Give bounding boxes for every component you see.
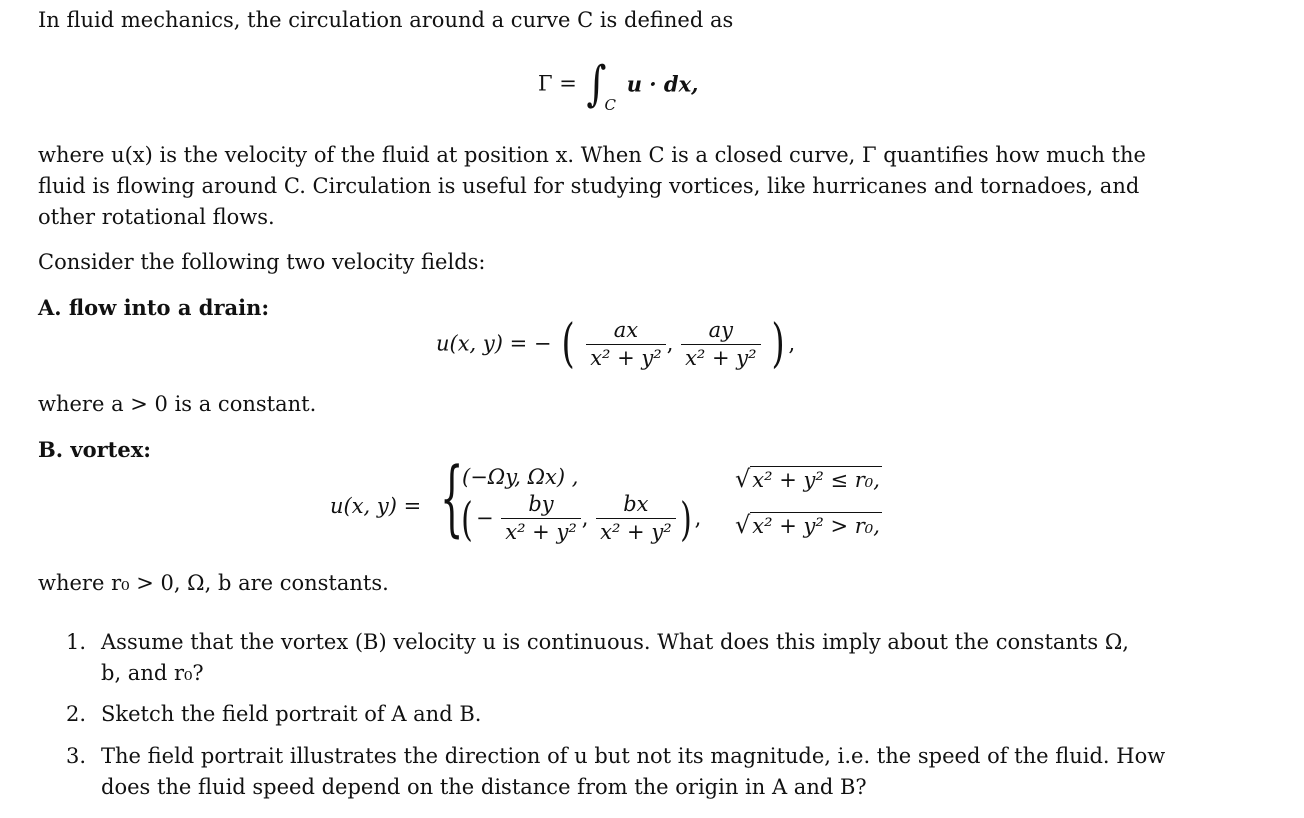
field-b-case-2: ( − $\frac{by}{\text{x² + y²}}$ , $\frac{bx}{\text{x² + y²}}$ ) , [461, 491, 702, 546]
field-a-frac-1-den: x² + y² [586, 344, 666, 369]
field-a-heading-text: A. flow into a drain: [38, 295, 270, 320]
field-a-trailing: , [788, 331, 796, 356]
question-1-text [101, 627, 1201, 689]
integral-subscript: C [604, 95, 617, 114]
definition-line-1-text: where u(x) is the velocity of the fluid at position x. When C is a closed curve, Γ quantifies how much the [38, 143, 1146, 167]
intro-paragraph [38, 5, 1208, 36]
field-b-note-text: where r₀ > 0, Ω, b are constants. [38, 571, 389, 595]
question-2-number: 2. [66, 702, 87, 726]
field-a-frac-2-den: x² + y² [681, 344, 761, 369]
question-3-line-2: does the fluid speed depend on the distance from the origin in A and B? [101, 775, 867, 799]
field-b-case-2-frac-2-den: x² + y² [596, 518, 676, 543]
circulation-lhs: Γ = [538, 71, 577, 96]
field-a-lhs: u(x, y) = − [436, 331, 552, 356]
field-a-equation: u(x, y) = − ( $\frac{ax}{\text{x² + y²}}$ , $\frac{ay}{\text{x² + y²}}$ ) , [436, 314, 796, 374]
field-a-frac-1-num: ax [613, 317, 639, 342]
field-b-case-2-close-paren: ) [679, 491, 692, 546]
field-b-lhs: u(x, y) = [330, 494, 422, 518]
question-1-line-2: b, and r₀? [101, 661, 204, 685]
field-b-case-2-cond-text: x² + y² > r₀, [752, 514, 880, 538]
question-2-line-1: Sketch the field portrait of A and B. [101, 702, 482, 726]
field-b-case-1-expr: (−Ωy, Ωx) , [462, 465, 579, 489]
field-a-close-paren: ) [771, 314, 785, 374]
field-b-case-2-open-paren: ( [461, 491, 473, 546]
field-b-heading-text: B. vortex: [38, 437, 151, 462]
field-a-frac-2-num: ay [708, 317, 733, 342]
field-b-case-2-frac-1 [501, 494, 581, 543]
consider-sentence: Consider the following two velocity fields: [38, 250, 486, 274]
field-a-open-paren: ( [561, 314, 575, 374]
definition-line-2-text: fluid is flowing around C. Circulation is useful for studying vortices, like hurricanes and tornadoes, and [38, 174, 1140, 198]
field-b-case-2-frac-1-den: x² + y² [501, 518, 581, 543]
definition-line-3-text: other rotational flows. [38, 205, 275, 229]
field-b-case-2-cond: √x² + y² > r₀, [735, 511, 880, 539]
field-b-case-2-frac-2 [596, 494, 676, 543]
field-b-brace: { [440, 451, 464, 546]
integral-sign: ∫ [586, 56, 607, 112]
field-b-case-1 [462, 467, 578, 488]
question-1-line-1: Assume that the vortex (B) velocity u is continuous. What does this imply about the constants Ω, [101, 630, 1129, 654]
definition-line-2 [38, 171, 1208, 202]
field-b-case-1-cond: √x² + y² ≤ r₀, [735, 465, 880, 493]
question-3-line-1: The field portrait illustrates the direction of u but not its magnitude, i.e. the speed of the fluid. How [101, 744, 1166, 768]
field-b-heading [38, 434, 1208, 465]
intro-text: In fluid mechanics, the circulation around a curve C is defined as [38, 8, 734, 32]
field-b-lhs-wrap [330, 496, 421, 517]
field-b-note [38, 568, 1208, 599]
field-a-frac-1 [586, 317, 666, 370]
question-2-text [101, 699, 1201, 730]
field-a-frac-2 [681, 317, 761, 370]
field-b-case-2-frac-2-num: bx [623, 492, 649, 516]
consider-text [38, 247, 1208, 278]
circulation-equation [538, 56, 699, 114]
circulation-integrand: u · dx, [626, 71, 699, 97]
field-b-case-1-cond-text: x² + y² ≤ r₀, [752, 468, 880, 492]
field-a-note [38, 389, 1208, 420]
question-3-text [101, 741, 1201, 803]
question-1-number: 1. [66, 630, 87, 654]
definition-line-1 [38, 140, 1208, 171]
question-3-number: 3. [66, 744, 87, 768]
definition-line-3 [38, 202, 1208, 233]
field-a-note-text: where a > 0 is a constant. [38, 392, 317, 416]
field-b-case-2-frac-1-num: by [528, 492, 554, 516]
